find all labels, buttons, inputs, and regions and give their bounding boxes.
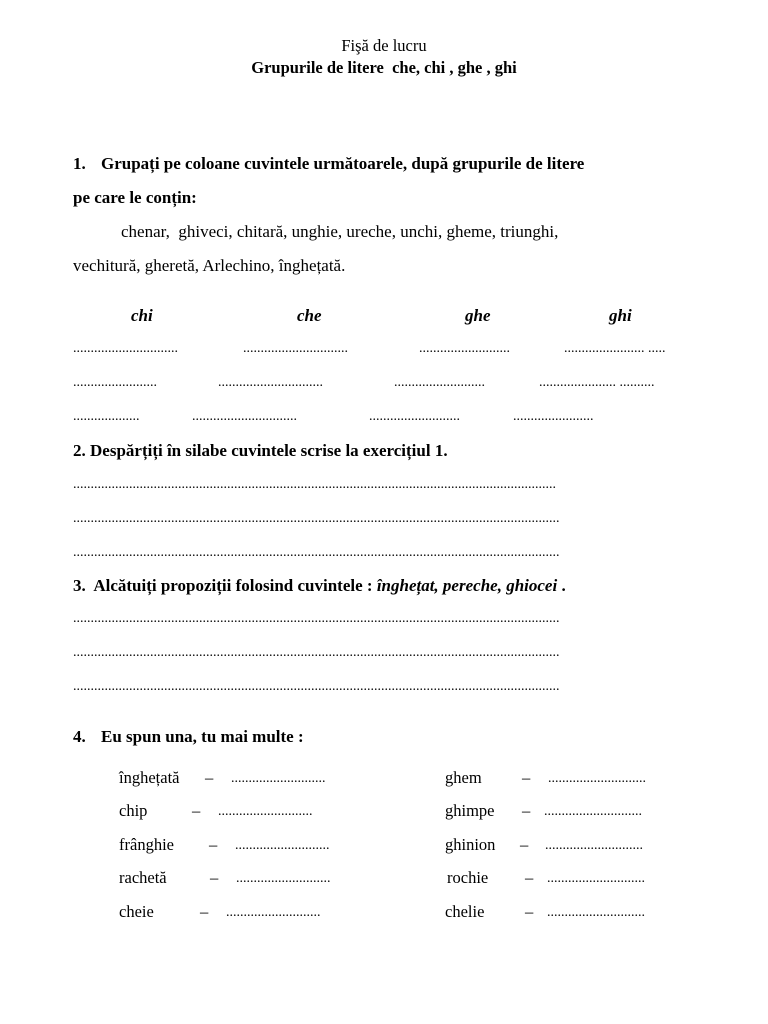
ex4-blank[interactable]: ...........................: [235, 838, 330, 853]
ex4-blank[interactable]: ...........................: [218, 804, 313, 819]
ex4-dash: –: [205, 768, 214, 787]
ex4-word: ghimpe: [445, 801, 495, 820]
ex4-word: chip: [119, 801, 148, 820]
ex4-dash: –: [210, 868, 219, 887]
answer-blank[interactable]: ........................: [73, 375, 157, 390]
ex1-number: 1.: [73, 154, 86, 173]
ex4-dash: –: [520, 835, 529, 854]
ex3-answer-line[interactable]: ...........................................................................................................................................: [73, 680, 560, 694]
ex4-blank[interactable]: ............................: [547, 905, 645, 920]
ex3-target-words: înghețat, pereche, ghiocei: [376, 576, 558, 595]
ex4-blank[interactable]: ...........................: [231, 771, 326, 786]
ex4-dash: –: [192, 801, 201, 820]
ex4-blank[interactable]: ...........................: [236, 871, 331, 886]
ex4-dash: –: [525, 868, 534, 887]
ex3-instruction: Alcătuiți propoziții folosind cuvintele :: [93, 576, 377, 595]
ex1-instruction-line2: pe care le conțin:: [73, 188, 197, 207]
ex4-number: 4.: [73, 727, 86, 746]
ex3-number: 3.: [73, 576, 86, 595]
ex4-word: ghinion: [445, 835, 496, 854]
ex4-blank[interactable]: ............................: [545, 838, 643, 853]
ex4-dash: –: [522, 801, 531, 820]
ex4-dash: –: [522, 768, 531, 787]
worksheet-subtitle: Fişă de lucru: [341, 36, 427, 55]
ex4-blank[interactable]: ...........................: [226, 905, 321, 920]
ex3-title: [73, 577, 566, 594]
column-header-ghi: ghi: [609, 306, 632, 325]
answer-blank[interactable]: .......................: [513, 409, 594, 424]
ex3-answer-line[interactable]: ...........................................................................................................................................: [73, 612, 560, 626]
ex4-dash: –: [209, 835, 218, 854]
column-header-chi: chi: [131, 306, 153, 325]
ex4-word: frânghie: [119, 835, 174, 854]
ex2-title: 2. Despărțiți în silabe cuvintele scrise la exercițiul 1.: [73, 441, 448, 460]
ex3-end: .: [557, 576, 566, 595]
answer-blank[interactable]: ..............................: [73, 341, 178, 356]
ex2-answer-line[interactable]: ..........................................................................................................................................: [73, 478, 556, 492]
answer-blank[interactable]: ...................: [73, 409, 140, 424]
answer-blank[interactable]: ..............................: [243, 341, 348, 356]
ex4-blank[interactable]: ............................: [548, 771, 646, 786]
answer-blank[interactable]: ...................... ..........: [539, 375, 655, 390]
ex4-dash: –: [525, 902, 534, 921]
answer-blank[interactable]: ..........................: [394, 375, 485, 390]
column-header-ghe: ghe: [465, 306, 491, 325]
ex3-answer-line[interactable]: ...........................................................................................................................................: [73, 646, 560, 660]
ex4-word: rochie: [447, 868, 489, 887]
answer-blank[interactable]: ..........................: [419, 341, 510, 356]
ex4-word: înghețată: [119, 768, 180, 787]
ex2-answer-line[interactable]: ...........................................................................................................................................: [73, 546, 560, 560]
ex4-word: rachetă: [119, 868, 167, 887]
answer-blank[interactable]: ....................... .....: [564, 341, 666, 356]
ex4-blank[interactable]: ............................: [547, 871, 645, 886]
ex4-word: cheie: [119, 902, 154, 921]
ex4-word: ghem: [445, 768, 482, 787]
ex4-blank[interactable]: ............................: [544, 804, 642, 819]
ex4-dash: –: [200, 902, 209, 921]
ex2-answer-line[interactable]: ...........................................................................................................................................: [73, 512, 560, 526]
ex4-word: chelie: [445, 902, 485, 921]
ex1-words-line1: chenar, ghiveci, chitară, unghie, ureche, unchi, gheme, triunghi,: [121, 222, 559, 241]
answer-blank[interactable]: ..............................: [218, 375, 323, 390]
answer-blank[interactable]: ..........................: [369, 409, 460, 424]
worksheet-title: Grupurile de litere che, chi , ghe , ghi: [251, 58, 517, 77]
answer-blank[interactable]: ..............................: [192, 409, 297, 424]
ex1-words-line2: vechitură, gheretă, Arlechino, înghețată.: [73, 256, 346, 275]
ex1-instruction-line1: Grupați pe coloane cuvintele următoarele, după grupurile de litere: [101, 154, 585, 173]
ex4-title: Eu spun una, tu mai multe :: [101, 727, 304, 746]
column-header-che: che: [297, 306, 322, 325]
